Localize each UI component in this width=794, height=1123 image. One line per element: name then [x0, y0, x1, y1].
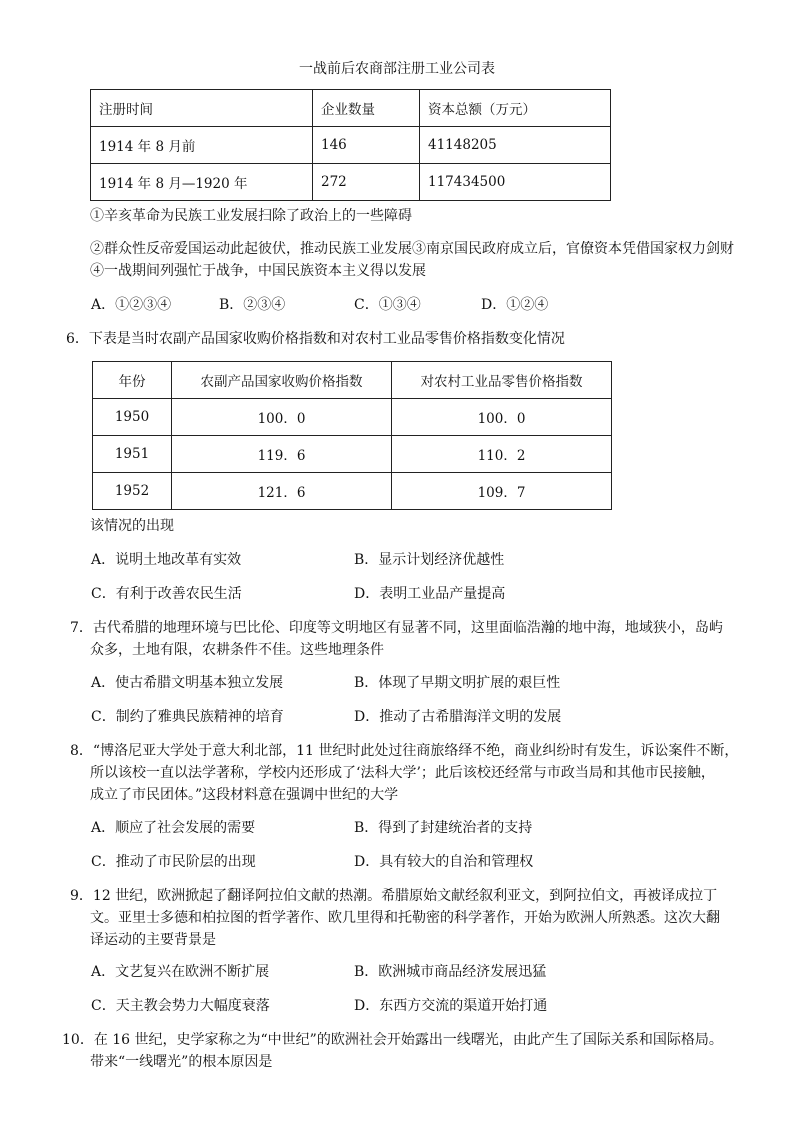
header-cell: 注册时间 [91, 90, 313, 127]
table-cell: 1952 [93, 473, 172, 510]
table-cell: 100．0 [392, 399, 612, 436]
option-b[interactable]: B．体现了早期文明扩展的艰巨性 [354, 675, 561, 691]
option-d[interactable]: D．东西方交流的渠道开始打通 [354, 998, 548, 1014]
table-cell: 272 [313, 164, 420, 201]
table-row [93, 436, 612, 473]
option-d[interactable]: D．①②④ [481, 297, 549, 313]
option-c[interactable]: C．制约了雅典民族精神的培育 [91, 709, 284, 725]
table-cell: 121．6 [172, 473, 392, 510]
table-cell: 109．7 [392, 473, 612, 510]
option-a[interactable]: A．文艺复兴在欧洲不断扩展 [91, 964, 270, 980]
statement: ①辛亥革命为民族工业发展扫除了政治上的一些障碍 [90, 208, 412, 224]
header-cell: 年份 [93, 362, 172, 399]
option-c[interactable]: C．天主教会势力大幅度衰落 [91, 998, 270, 1014]
option-d[interactable]: D．具有较大的自治和管理权 [354, 854, 534, 870]
table-cell: 146 [313, 127, 420, 164]
header-cell: 农副产品国家收购价格指数 [172, 362, 392, 399]
question-stem: 译运动的主要背景是 [90, 932, 216, 948]
question-stem: 8．“博洛尼亚大学处于意大利北部，11 世纪时此处过往商旅络绎不绝，商业纠纷时有发生，诉讼案件不断， [70, 743, 739, 759]
option-d[interactable]: D．表明工业品产量提高 [354, 586, 506, 602]
question-stem: 9．12 世纪，欧洲掀起了翻译阿拉伯文献的热潮。希腊原始文献经叙利亚文，到阿拉伯文，再被译成拉丁 [70, 888, 718, 904]
option-a[interactable]: A．使古希腊文明基本独立发展 [91, 675, 284, 691]
option-a[interactable]: A．说明土地改革有实效 [91, 552, 242, 568]
question-stem: 成立了市民团体。”这段材料意在强调中世纪的大学 [90, 787, 399, 803]
option-b[interactable]: B．②③④ [219, 297, 286, 313]
header-cell: 资本总额（万元） [420, 90, 611, 127]
statement: ④一战期间列强忙于战争，中国民族资本主义得以发展 [90, 263, 426, 279]
question-stem: 7．古代希腊的地理环境与巴比伦、印度等文明地区有显著不同，这里面临浩瀚的地中海，地域狭小，岛屿 [70, 620, 723, 636]
table-cell: 1950 [93, 399, 172, 436]
table-cell: 41148205 [420, 127, 611, 164]
table-header-row [91, 90, 611, 127]
table-row [93, 473, 612, 510]
question-stem: 带来“一线曙光”的根本原因是 [90, 1054, 273, 1070]
option-c[interactable]: C．推动了市民阶层的出现 [91, 854, 256, 870]
table-row [91, 164, 611, 201]
table-cell: 110．2 [392, 436, 612, 473]
table-header-row [93, 362, 612, 399]
table-title: 一战前后农商部注册工业公司表 [299, 61, 495, 77]
question-stem: 10．在 16 世纪，史学家称之为“中世纪”的欧洲社会开始露出一线曙光，由此产生了国际关系和国际格局。 [62, 1032, 723, 1048]
option-b[interactable]: B．欧洲城市商品经济发展迅猛 [354, 964, 547, 980]
option-a[interactable]: A．①②③④ [91, 297, 172, 313]
question-stem: 6．下表是当时农副产品国家收购价格指数和对农村工业品零售价格指数变化情况 [66, 331, 565, 347]
company-registration-table [90, 89, 611, 201]
option-c[interactable]: C．①③④ [354, 297, 421, 313]
table-cell: 119．6 [172, 436, 392, 473]
question-stem: 所以该校一直以法学著称，学校内还形成了‘法科大学’；此后该校还经常与市政当局和其他市民接触， [90, 765, 715, 781]
option-b[interactable]: B．得到了封建统治者的支持 [354, 820, 533, 836]
table-cell: 1914 年 8 月前 [91, 127, 313, 164]
option-c[interactable]: C．有利于改善农民生活 [91, 586, 242, 602]
table-cell: 117434500 [420, 164, 611, 201]
table-row [93, 399, 612, 436]
question-prompt: 该情况的出现 [90, 518, 174, 534]
price-index-table [92, 361, 612, 510]
statement: ②群众性反帝爱国运动此起彼伏，推动民族工业发展③南京国民政府成立后，官僚资本凭借国家权力剑财 [90, 241, 734, 257]
question-stem: 文。亚里士多德和柏拉图的哲学著作、欧几里得和托勒密的科学著作，开始为欧洲人所熟悉。这次大翻 [90, 910, 720, 926]
option-d[interactable]: D．推动了古希腊海洋文明的发展 [354, 709, 562, 725]
question-stem: 众多，土地有限，农耕条件不佳。这些地理条件 [90, 642, 384, 658]
table-row [91, 127, 611, 164]
table-cell: 100．0 [172, 399, 392, 436]
table-cell: 1951 [93, 436, 172, 473]
option-b[interactable]: B．显示计划经济优越性 [354, 552, 505, 568]
header-cell: 对农村工业品零售价格指数 [392, 362, 612, 399]
table-cell: 1914 年 8 月—1920 年 [91, 164, 313, 201]
header-cell: 企业数量 [313, 90, 420, 127]
option-a[interactable]: A．顺应了社会发展的需要 [91, 820, 256, 836]
